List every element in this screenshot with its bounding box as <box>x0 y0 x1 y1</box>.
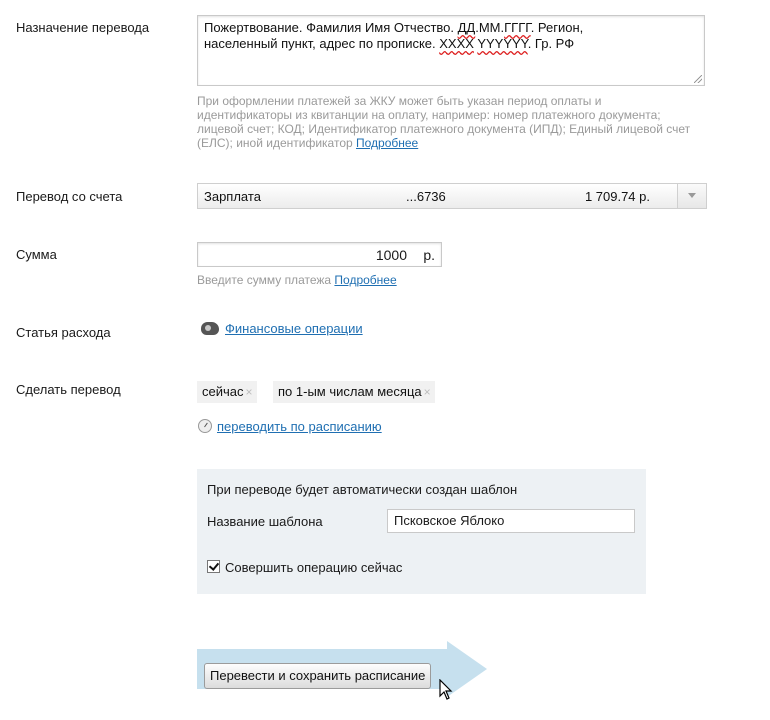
amount-label: Сумма <box>16 247 57 262</box>
purpose-text: . Гр. РФ <box>527 36 575 51</box>
account-number: ...6736 <box>406 189 446 204</box>
mouse-cursor-icon <box>439 679 453 701</box>
account-label: Перевод со счета <box>16 189 123 204</box>
amount-hint <box>197 273 397 287</box>
spell-error: ГГГГ <box>504 20 531 35</box>
amount-more-link[interactable]: Подробнее <box>334 273 397 287</box>
purpose-text: Пожертвование. Фамилия Имя Отчество. <box>204 20 458 35</box>
category-field[interactable] <box>201 321 363 336</box>
tag-monthly <box>273 381 435 403</box>
purpose-line-1 <box>204 20 698 36</box>
clock-icon <box>198 419 212 433</box>
template-panel-title: При переводе будет автоматически создан шаблон <box>207 482 518 497</box>
chevron-down-icon <box>688 193 696 198</box>
purpose-line-2 <box>204 36 698 52</box>
resize-grip-icon[interactable] <box>694 75 702 83</box>
purpose-textarea[interactable] <box>197 15 705 86</box>
spell-error: XXXX <box>439 36 474 51</box>
purpose-label: Назначение перевода <box>16 20 150 35</box>
close-icon[interactable]: × <box>423 385 431 399</box>
amount-hint-text: Введите сумму платежа <box>197 273 335 287</box>
purpose-more-link[interactable]: Подробнее <box>356 136 419 150</box>
spell-error: ДД <box>457 20 476 35</box>
account-select[interactable] <box>197 183 707 209</box>
select-dropdown-button[interactable] <box>677 184 706 208</box>
amount-currency: р. <box>423 247 435 263</box>
purpose-text: .ММ. <box>475 20 505 35</box>
tag-now-text: сейчас <box>202 384 244 399</box>
purpose-hint-text: При оформлении платежей за ЖКУ может быть указан период оплаты и идентификаторы из квитанции на оплату, например: номер платежного документа; лицевой счет; КОД; Идентификатор платежного документа (ИПД); Единый лицевой счет (ЕЛС); иной идентификатор <box>197 94 691 150</box>
spell-error: YYYYYY <box>477 36 528 51</box>
template-panel <box>197 469 646 594</box>
piggy-bank-icon <box>201 322 219 335</box>
template-name-input[interactable]: Псковское Яблоко <box>387 509 635 533</box>
account-balance: 1 709.74 р. <box>584 189 650 204</box>
transfer-label: Сделать перевод <box>16 382 121 397</box>
amount-value: 1000 <box>375 247 407 263</box>
purpose-hint <box>197 94 697 150</box>
execute-now-checkbox[interactable] <box>207 560 402 575</box>
category-link[interactable]: Финансовые операции <box>225 321 363 336</box>
account-name: Зарплата <box>204 189 261 204</box>
schedule-link[interactable]: переводить по расписанию <box>217 419 382 434</box>
template-name-label: Название шаблона <box>207 514 323 529</box>
schedule-field[interactable] <box>198 419 382 434</box>
tag-now <box>197 381 257 403</box>
execute-now-label: Совершить операцию сейчас <box>225 560 403 575</box>
close-icon[interactable]: × <box>245 385 253 399</box>
amount-input[interactable] <box>197 242 442 267</box>
purpose-text: населенный пункт, адрес по прописке. <box>204 36 440 51</box>
tag-monthly-text: по 1-ым числам месяца <box>278 384 422 399</box>
purpose-text: . Регион, <box>530 20 584 35</box>
category-label: Статья расхода <box>16 325 111 340</box>
checkbox-checked-icon[interactable] <box>207 560 220 573</box>
submit-button[interactable]: Перевести и сохранить расписание <box>204 663 431 689</box>
